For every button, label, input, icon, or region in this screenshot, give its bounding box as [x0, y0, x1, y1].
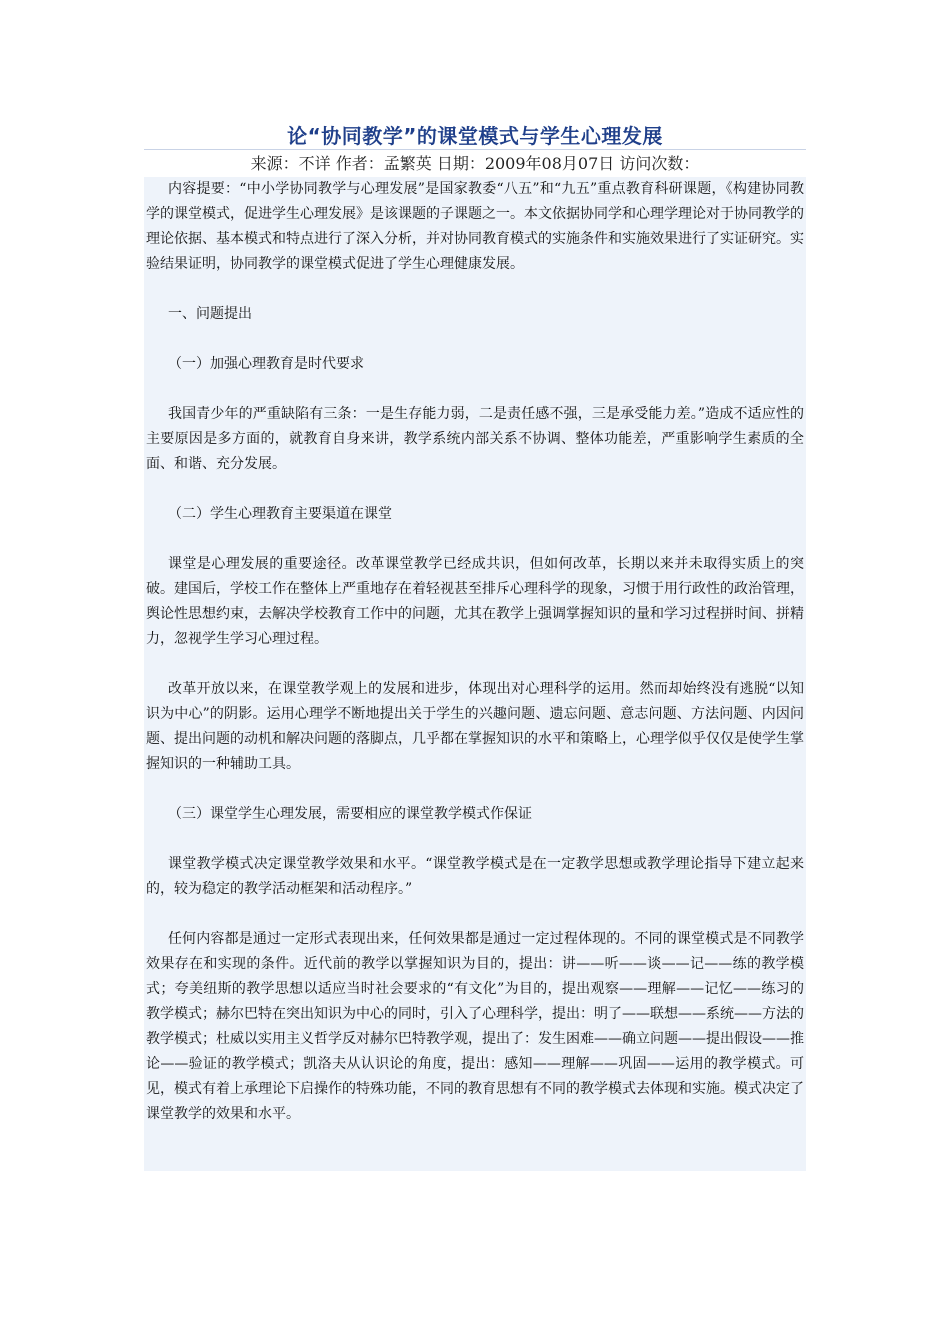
abstract-paragraph: 内容提要：“中小学协同教学与心理发展”是国家教委“八五”和“九五”重点教育科研课题，《构建协同教学的课堂模式，促进学生心理发展》是该课题的子课题之一。本文依据协同学和心理学理论对于协同教学的理论依据、基本模式和特点进行了深入分析，并对协同教育模式的实施条件和实施效果进行了实证研究。实验结果证明，协同教学的课堂模式促进了学生心理健康发展。 [146, 181, 804, 272]
article-title: 论“协同教学”的课堂模式与学生心理发展 [287, 124, 663, 148]
article-body [144, 177, 806, 1171]
body-paragraph: 任何内容都是通过一定形式表现出来，任何效果都是通过一定过程体现的。不同的课堂模式是不同教学效果存在和实现的条件。近代前的教学以掌握知识为目的，提出：讲——听——谈——记——练的教学模式；夸美纽斯的教学思想以适应当时社会要求的“有文化”为目的，提出观察——理解——记忆——练习的教学模式；赫尔巴特在突出知识为中心的同时，引入了心理科学，提出：明了——联想——系统——方法的教学模式；杜威以实用主义哲学反对赫尔巴特教学观，提出了：发生困难——确立问题——提出假设——推论——验证的教学模式；凯洛夫从认识论的角度，提出：感知——理解——巩固——运用的教学模式。可见，模式有着上承理论下启操作的特殊功能，不同的教育思想有不同的教学模式去体现和实施。模式决定了课堂教学的效果和水平。 [146, 931, 804, 1122]
title-divider [144, 149, 806, 150]
subsection-heading-3: （三）课堂学生心理发展，需要相应的课堂教学模式作保证 [168, 806, 532, 822]
body-paragraph: 课堂教学模式决定课堂教学效果和水平。“课堂教学模式是在一定教学思想或教学理论指导下建立起来的，较为稳定的教学活动框架和活动程序。” [146, 856, 804, 897]
body-paragraph: 改革开放以来，在课堂教学观上的发展和进步，体现出对心理科学的运用。然而却始终没有逃脱“以知识为中心”的阴影。运用心理学不断地提出关于学生的兴趣问题、遗忘问题、意志问题、方法问题、内因问题、提出问题的动机和解决问题的落脚点，几乎都在掌握知识的水平和策略上，心理学似乎仅仅是使学生掌握知识的一种辅助工具。 [146, 681, 804, 772]
article-meta: 来源：不详 作者：孟繁英 日期：2009年08月07日 访问次数： [250, 154, 700, 173]
body-paragraph: 课堂是心理发展的重要途径。改革课堂教学已经成共识，但如何改革，长期以来并未取得实质上的突破。建国后，学校工作在整体上严重地存在着轻视甚至排斥心理科学的现象，习惯于用行政性的政治管理，舆论性思想约束，去解决学校教育工作中的问题，尤其在教学上强调掌握知识的量和学习过程拼时间、拼精力，忽视学生学习心理过程。 [146, 556, 804, 647]
subsection-heading-1: （一）加强心理教育是时代要求 [168, 356, 364, 372]
section-heading: 一、问题提出 [168, 306, 252, 322]
body-paragraph: 我国青少年的严重缺陷有三条：一是生存能力弱，二是责任感不强，三是承受能力差。”造成不适应性的主要原因是多方面的，就教育自身来讲，教学系统内部关系不协调、整体功能差，严重影响学生素质的全面、和谐、充分发展。 [146, 406, 804, 472]
subsection-heading-2: （二）学生心理教育主要渠道在课堂 [168, 506, 392, 522]
